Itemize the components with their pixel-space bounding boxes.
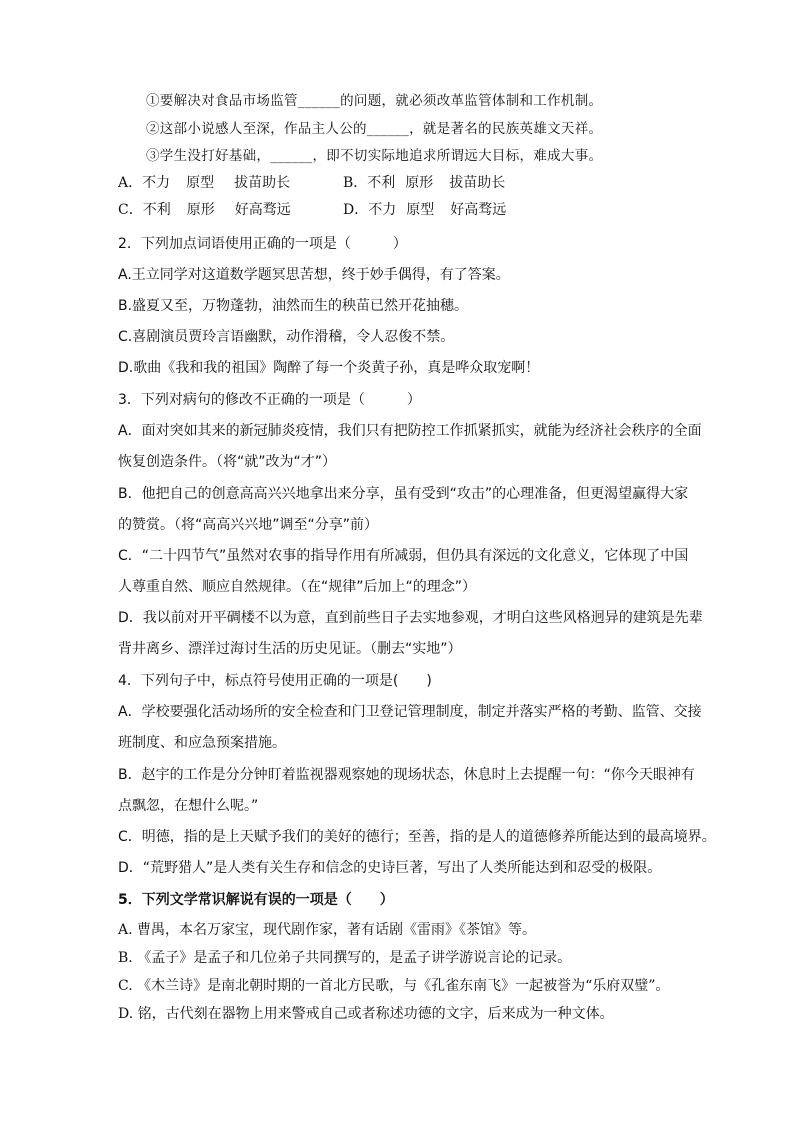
q3-line: 人尊重自然、顺应自然规律。（在“规律”后加上“的理念”） <box>118 579 477 595</box>
q1-option-b: B．不利 原形 拔苗助长 <box>343 175 506 191</box>
q4-line: A．学校要强化活动场所的安全检查和门卫登记管理制度，制定并落实严格的考勤、监管、交接 <box>118 704 702 720</box>
q4-line: D．“荒野猎人”是人类有关生存和信念的史诗巨著，写出了人类所能达到和忍受的极限。 <box>118 860 662 876</box>
q3-line: 的赞赏。（将“高高兴兴地”调至“分享”前） <box>118 517 379 533</box>
q4-line: C．明德，指的是上天赋予我们的美好的德行；至善，指的是人的道德修养所能达到的最高境界。 <box>118 829 716 845</box>
q5-stem: 5．下列文学常识解说有误的一项是（ ） <box>118 892 394 908</box>
q1-sentence-3: ③学生没打好基础，______，即不切实际地追求所谓远大目标，难成大事。 <box>146 148 603 164</box>
q3-line: C．“二十四节气”虽然对农事的指导作用有所减弱，但仍具有深远的文化意义，它体现了中国 <box>118 548 689 564</box>
q2-option-b: B.盛夏又至，万物蓬勃，油然而生的秧苗已然开花抽穗。 <box>118 298 469 314</box>
q1-option-c: C．不利 原形 好高骛远 <box>118 202 291 218</box>
q5-option-a: A. 曹禺，本名万家宝，现代剧作家，著有话剧《雷雨》《茶馆》等。 <box>118 922 537 938</box>
q3-stem: 3．下列对病句的修改不正确的一项是（ ） <box>118 392 421 408</box>
q3-line: D．我以前对开平碉楼不以为意，直到前些日子去实地参观，才明白这些风格迥异的建筑是先辈 <box>118 610 703 626</box>
q2-stem: 2．下列加点词语使用正确的一项是（ ） <box>118 236 407 252</box>
q4-line: 点飘忽，在想什么呢。” <box>118 798 259 814</box>
q3-line: 背井离乡、漂洋过海讨生活的历史见证。（删去“实地”） <box>118 641 462 657</box>
q4-stem: 4．下列句子中，标点符号使用正确的一项是( ) <box>118 673 432 689</box>
q2-option-c: C.喜剧演员贾玲言语幽默，动作滑稽，令人忍俊不禁。 <box>118 329 455 345</box>
q5-option-b: B. 《孟子》是孟子和几位弟子共同撰写的，是孟子讲学游说言论的记录。 <box>118 950 572 966</box>
q1-sentence-1: ①要解决对食品市场监管______的问题，就必须改革监管体制和工作机制。 <box>146 93 603 109</box>
q4-line: B．赵宇的工作是分分钟盯着监视器观察她的现场状态，休息时上去提醒一句：“你今天眼神有 <box>118 767 695 783</box>
q5-option-c: C. 《木兰诗》是南北朝时期的一首北方民歌，与《孔雀东南飞》一起被誉为“乐府双璧”。 <box>118 978 670 994</box>
q1-sentence-2: ②这部小说感人至深，作品主人公的______，就是著名的民族英雄文天祥。 <box>146 121 603 137</box>
q4-line: 班制度、和应急预案措施。 <box>118 735 286 751</box>
q1-option-d: D．不力 原型 好高骛远 <box>343 202 507 218</box>
q5-option-d: D. 铭，古代刻在器物上用来警戒自己或者称述功德的文字，后来成为一种文体。 <box>118 1006 614 1022</box>
q2-option-a: A.王立同学对这道数学题冥思苦想，终于妙手偶得，有了答案。 <box>118 267 510 283</box>
q3-line: 恢复创造条件。（将“就”改为“才”） <box>118 454 337 470</box>
q1-option-a: A．不力 原型 拔苗助长 <box>118 175 291 191</box>
q2-option-d: D.歌曲《我和我的祖国》陶醉了每一个炎黄子孙，真是哗众取宠啊！ <box>118 360 540 376</box>
q3-line: A．面对突如其来的新冠肺炎疫情，我们只有把防控工作抓紧抓实，就能为经济社会秩序的全面 <box>118 423 702 439</box>
q3-line: B．他把自己的创意高高兴兴地拿出来分享，虽有受到“攻击”的心理准备，但更渴望赢得大家 <box>118 486 689 502</box>
